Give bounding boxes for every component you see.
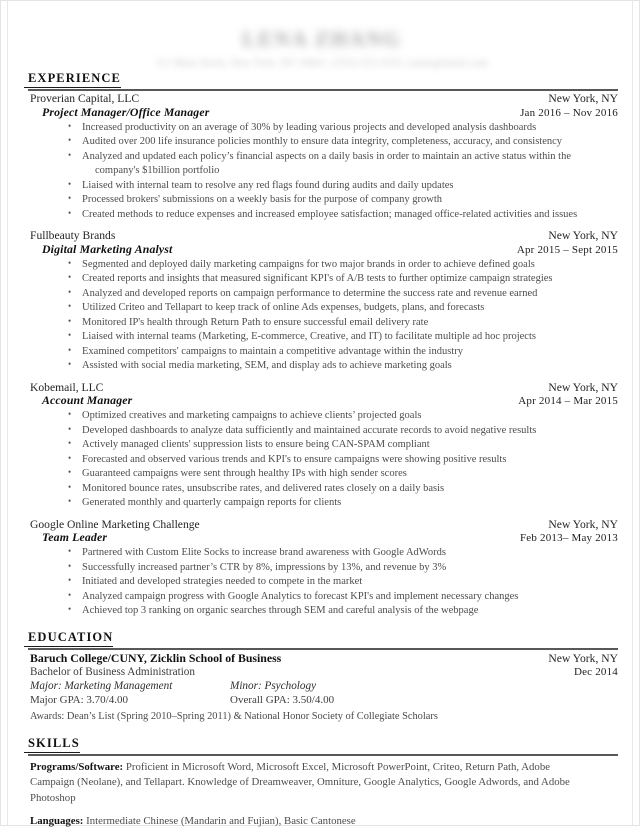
experience-bullet: [68, 561, 620, 575]
experience-bullet: [68, 424, 620, 438]
experience-bullet-text: Created methods to reduce expenses and increased employee satisfaction; managed office-related activities and issues: [82, 208, 578, 220]
experience-bullet-text: Monitored bounce rates, unsubscribe rates, and delivered rates closely on a daily basis: [82, 482, 445, 494]
experience-entry: [24, 92, 620, 222]
experience-bullet-text: Liaised with internal teams (Marketing, E-commerce, Creative, and IT) to facilitate multiple ad hoc projects: [82, 331, 536, 343]
experience-bullet-text: Liaised with internal team to resolve any red flags found during audits and daily updates: [82, 179, 454, 191]
experience-entry-list: [24, 92, 620, 619]
experience-bullet: [68, 193, 620, 207]
experience-job-title: Account Manager: [42, 393, 133, 408]
education-degree-row: [24, 666, 620, 680]
experience-bullet-text: Monitored IP's health through Return Path to ensure successful email delivery rate: [82, 316, 429, 328]
education-gpa-row: [24, 694, 620, 708]
experience-title-row: [24, 243, 620, 257]
experience-bullet-text: Guaranteed campaigns were sent through healthy IPs with high sender scores: [82, 468, 407, 480]
section-rule-education: [28, 648, 618, 650]
experience-bullet-text: Increased productivity on an average of 30% by leading various projects and developed analysis dashboards: [82, 121, 537, 133]
section-rule-experience: [28, 89, 618, 91]
experience-bullet: [68, 287, 620, 301]
experience-bullet: [68, 272, 620, 286]
experience-dates: Apr 2015 – Sept 2015: [516, 243, 618, 256]
experience-bullet: [68, 546, 620, 560]
experience-entry: [24, 518, 620, 619]
resume-content: [24, 1, 620, 829]
experience-entry: [24, 229, 620, 374]
experience-org: Google Online Marketing Challenge: [30, 517, 200, 531]
section-rule-skills: [28, 754, 618, 756]
experience-job-title: Project Manager/Office Manager: [42, 104, 210, 119]
experience-bullet: [68, 345, 620, 359]
experience-bullet-text: Audited over 200 life insurance policies monthly to ensure data integrity, completeness, accuracy, and consistency: [82, 136, 563, 148]
section-title-education: EDUCATION: [24, 630, 113, 647]
education-awards: Awards: Dean’s List (Spring 2010–Spring 2011) & National Honor Society of Collegiate Scholars: [30, 711, 438, 723]
resume-sheet: [7, 1, 633, 825]
education-school-row: [24, 651, 620, 666]
experience-bullet-text: Processed brokers' submissions on a weekly basis for the purpose of company growth: [82, 194, 442, 206]
experience-bullet-text: Assisted with social media marketing, SEM, and display ads to achieve marketing goals: [82, 360, 452, 372]
experience-bullet: [68, 316, 620, 330]
experience-bullet-text: Utilized Criteo and Tellapart to keep track of online Ads expenses, budgets, plans, and forecasts: [82, 302, 485, 314]
experience-bullet-text: Examined competitors' campaigns to maintain a competitive advantage within the industry: [82, 345, 463, 357]
section-education: [24, 628, 620, 724]
experience-bullet-text: Analyzed and developed reports on campaign performance to determine the success rate and revenue earned: [82, 287, 538, 299]
experience-bullet-text: Optimized creatives and marketing campaigns to achieve clients’ projected goals: [82, 410, 422, 422]
experience-dates: Feb 2013– May 2013: [519, 532, 618, 545]
section-skills: [24, 734, 620, 829]
experience-title-row: [24, 106, 620, 120]
experience-bullet: [68, 179, 620, 193]
section-title-experience: EXPERIENCE: [24, 71, 121, 88]
experience-org-row: [24, 518, 620, 532]
experience-bullet: [68, 453, 620, 467]
experience-bullet: [68, 135, 620, 149]
experience-bullet: [68, 330, 620, 344]
experience-bullet: [68, 575, 620, 589]
experience-bullet: [68, 121, 620, 135]
education-school: Baruch College/CUNY, Zicklin School of Business: [30, 650, 282, 665]
experience-org-row: [24, 381, 620, 395]
experience-bullet: [68, 409, 620, 423]
experience-bullet-text: Achieved top 3 ranking on organic searches through SEM and careful analysis of the webpage: [82, 605, 479, 617]
experience-job-title: Digital Marketing Analyst: [42, 241, 173, 256]
education-grad-date: Dec 2014: [573, 665, 618, 678]
experience-dates: Apr 2014 – Mar 2015: [518, 395, 618, 408]
experience-bullet: [68, 482, 620, 496]
skills-programs-label: Programs/Software:: [30, 760, 124, 773]
experience-bullet-text: Created reports and insights that measured significant KPI's of A/B tests to further optimize campaign strategies: [82, 273, 553, 285]
experience-bullet: [68, 496, 620, 510]
experience-bullet: [68, 258, 620, 272]
experience-org: Fullbeauty Brands: [30, 229, 116, 243]
section-title-skills: SKILLS: [24, 736, 80, 753]
experience-bullet: [68, 359, 620, 373]
experience-bullet-text: Successfully increased partner’s CTR by 8%, impressions by 13%, and revenue by 3%: [82, 561, 447, 573]
resume-header: [24, 1, 620, 69]
experience-org-row: [24, 229, 620, 243]
skills-languages-text: Intermediate Chinese (Mandarin and Fujian), Basic Cantonese: [83, 814, 356, 827]
experience-bullet-text: Actively managed clients' suppression lists to ensure being CAN-SPAM compliant: [82, 439, 430, 451]
experience-bullet: [68, 590, 620, 604]
experience-bullet-text: Segmented and deployed daily marketing campaigns for two major brands in order to achieve defined goals: [82, 258, 535, 270]
education-location: New York, NY: [548, 651, 618, 665]
skills-programs: [24, 760, 620, 806]
experience-bullet: [68, 467, 620, 481]
experience-title-row: [24, 394, 620, 408]
experience-entry: [24, 381, 620, 511]
experience-location: New York, NY: [548, 92, 618, 105]
experience-bullet-text: Partnered with Custom Elite Socks to increase brand awareness with Google AdWords: [82, 547, 446, 559]
education-major-gpa: Major GPA: 3.70/4.00: [30, 693, 128, 706]
education-minor: Minor: Psychology: [230, 680, 317, 693]
education-degree: Bachelor of Business Administration: [30, 665, 195, 678]
education-overall-gpa: Overall GPA: 3.50/4.00: [230, 693, 335, 706]
experience-bullet-list: [24, 546, 620, 618]
experience-bullet: [68, 438, 620, 452]
experience-location: New York, NY: [548, 380, 618, 394]
experience-bullet-text: Initiated and developed strategies needed to compete in the market: [82, 576, 363, 588]
education-entry: [24, 651, 620, 724]
section-experience: [24, 69, 620, 619]
experience-org-row: [24, 92, 620, 106]
experience-job-title: Team Leader: [42, 530, 108, 545]
experience-bullet: [68, 208, 620, 222]
experience-org: Proverian Capital, LLC: [30, 92, 140, 105]
candidate-contact-redacted: 111 Main Street, New York, NY 10001 | (555) 555-5555 | name@email.com: [155, 58, 489, 69]
education-major: Major: Marketing Management: [30, 680, 173, 693]
experience-location: New York, NY: [548, 517, 618, 531]
experience-bullet-text: Forecasted and observed various trends and KPI's to ensure campaigns were showing positive results: [82, 453, 507, 465]
experience-title-row: [24, 531, 620, 545]
skills-programs-text: Proficient in Microsoft Word, Microsoft Excel, Microsoft PowerPoint, Criteo, Return Path, Adobe Campaign (Neolane), and Tellapart. Knowledge of Dreamweaver, Omniture, Google Analytics, Google Adwords, and Adobe Photoshop: [30, 760, 570, 804]
experience-dates: Jan 2016 – Nov 2016: [520, 106, 618, 119]
experience-bullet-text: Generated monthly and quarterly campaign reports for clients: [82, 497, 342, 509]
experience-location: New York, NY: [548, 229, 618, 243]
skills-languages: [24, 814, 620, 829]
candidate-name-redacted: LENA ZHANG: [242, 27, 402, 51]
experience-bullet: [68, 150, 620, 179]
experience-bullet-list: [24, 121, 620, 222]
experience-bullet-list: [24, 409, 620, 510]
experience-bullet-list: [24, 258, 620, 374]
education-major-minor-row: [24, 679, 620, 693]
experience-bullet-text: Developed dashboards to analyze data sufficiently and maintained accurate records to avoid negative results: [82, 424, 537, 436]
skills-languages-label: Languages:: [30, 814, 84, 827]
experience-org: Kobemail, LLC: [30, 380, 104, 394]
experience-bullet-text: Analyzed campaign progress with Google Analytics to forecast KPI's and implement necessary changes: [82, 590, 519, 602]
experience-bullet: [68, 301, 620, 315]
experience-bullet-continuation: company's $1billion portfolio: [95, 165, 220, 177]
experience-bullet: [68, 604, 620, 618]
experience-bullet-text: Analyzed and updated each policy’s financial aspects on a daily basis in order to maintain an active status within the: [82, 150, 571, 162]
